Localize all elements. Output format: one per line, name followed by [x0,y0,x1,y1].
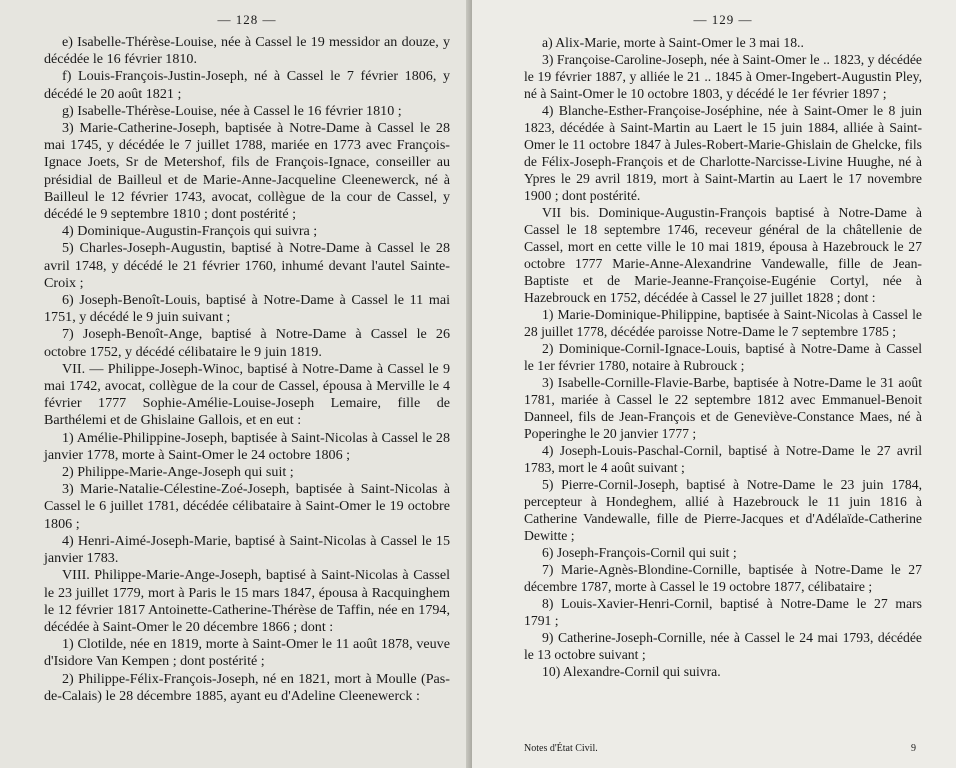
left-paragraph: g) Isabelle-Thérèse-Louise, née à Cassel le 16 février 1810 ; [62,102,402,119]
left-paragraph: 2) Philippe-Félix-François-Joseph, né en 1821, mort à Moulle (Pas-de-Calais) le 28 décembre 1885, ayant eu d'Adeline Cleenewerck : [44,670,450,704]
left-page [0,0,472,768]
right-paragraph: 1) Marie-Dominique-Philippine, baptisée à Saint-Nicolas à Cassel le 28 juillet 1778, décédée paroisse Notre-Dame le 7 septembre 1785 ; [524,307,922,339]
left-paragraph: 6) Joseph-Benoît-Louis, baptisé à Notre-Dame à Cassel le 11 mai 1751, y décédé le 9 juin suivant ; [44,292,450,326]
page-footer [524,743,916,754]
right-paragraph: 6) Joseph-François-Cornil qui suit ; [542,545,737,560]
left-paragraph: 4) Dominique-Augustin-François qui suivra ; [62,223,318,240]
left-paragraph: 5) Charles-Joseph-Augustin, baptisé à Notre-Dame à Cassel le 28 avril 1748, y décédé le 21 février 1760, inhumé devant l'autel Sainte-Croix ; [44,240,450,291]
left-paragraph: VIII. Philippe-Marie-Ange-Joseph, baptisé à Saint-Nicolas à Cassel le 23 juillet 1779, mort à Paris le 15 mars 1847, épousa à Racquinghem le 12 février 1817 Antoinette-Catherine-Thérèse de Taffin, née en 1794, décédée à Saint-Omer le 20 décembre 1866 ; dont : [44,567,450,635]
left-paragraph: 1) Amélie-Philippine-Joseph, baptisée à Saint-Nicolas à Cassel le 28 janvier 1778, morte à Saint-Omer le 24 octobre 1806 ; [44,429,450,463]
left-paragraph: 4) Henri-Aimé-Joseph-Marie, baptisé à Saint-Nicolas à Cassel le 15 janvier 1783. [44,532,450,567]
right-paragraph: 4) Blanche-Esther-Françoise-Joséphine, née à Saint-Omer le 8 juin 1823, décédée à Saint-Martin au Laert le 15 juin 1884, alliée à Saint-Omer le 11 octobre 1847 à Jules-Robert-Marie-Ghislain de Ghelcke, fils de Félix-Joseph-François et de Charlotte-Narcisse-Livine Huughe, né à Ypres le 29 avril 1819, mort à Saint-Martin au Laert le 17 novembre 1900 ; dont postérité. [524,103,922,203]
right-paragraph: 8) Louis-Xavier-Henri-Cornil, baptisé à Notre-Dame le 27 mars 1791 ; [524,596,922,628]
left-paragraph: VII. — Philippe-Joseph-Winoc, baptisé à Notre-Dame à Cassel le 9 mai 1742, avocat, collègue de la cour de Cassel, épousa à Merville le 4 février 1777 Sophie-Amélie-Louise-Joseph Lemaire, fille de Barthélemi et de Ghislaine Gallois, et en eut : [44,360,450,429]
right-page-number: — 129 — [693,12,753,27]
footer-title: Notes d'État Civil. [524,743,598,754]
left-paragraph: 3) Marie-Catherine-Joseph, baptisée à Notre-Dame à Cassel le 28 mai 1745, y décédée le 7 juillet 1788, mariée en 1773 avec François-Ignace Joets, Sr de Metershof, fils de François-Ignace, conseiller au présidial de Bailleul et de Marie-Anne-Jacqueline Cleenewerck, né à Bailleul le 12 février 1743, avocat, collègue de la cour de Cassel, y décédé le 9 septembre 1810 ; dont postérité ; [44,120,450,223]
left-page-number: — 128 — [217,12,277,27]
right-paragraph: 10) Alexandre-Cornil qui suivra. [542,664,721,679]
right-paragraph: 9) Catherine-Joseph-Cornille, née à Cassel le 24 mai 1793, décédée le 13 octobre suivant ; [524,630,922,662]
right-paragraph: 3) Isabelle-Cornille-Flavie-Barbe, baptisée à Notre-Dame le 31 août 1781, mariée à Cassel le 22 septembre 1812 avec Emmanuel-Benoit Danneel, fils de Jean-François et de Geneviève-Constance Maes, né à Poperinghe le 20 janvier 1777 ; [524,375,922,441]
right-paragraph: a) Alix-Marie, morte à Saint-Omer le 3 mai 18.. [542,35,804,50]
left-paragraph: 1) Clotilde, née en 1819, morte à Saint-Omer le 11 août 1878, veuve d'Isidore Van Kempen ; dont postérité ; [44,636,450,670]
left-paragraph: 3) Marie-Natalie-Célestine-Zoé-Joseph, baptisée à Saint-Nicolas à Cassel le 6 juillet 1781, décédée célibataire à Saint-Omer le 19 octobre 1806 ; [44,481,450,532]
right-paragraph: 7) Marie-Agnès-Blondine-Cornille, baptisée à Notre-Dame le 27 décembre 1787, morte à Cassel le 19 octobre 1877, célibataire ; [524,562,922,594]
left-paragraph: 7) Joseph-Benoît-Ange, baptisé à Notre-Dame à Cassel le 26 octobre 1752, y décédé célibataire le 9 juin 1819. [44,326,450,360]
right-paragraph: 3) Françoise-Caroline-Joseph, née à Saint-Omer le .. 1823, y décédée le 19 février 1887, y alliée le 21 .. 1845 à Omer-Ingebert-Augustin Pley, né à Saint-Omer le 10 octobre 1803, y décédé le 1er février 1897 ; [524,52,922,101]
left-paragraph: 2) Philippe-Marie-Ange-Joseph qui suit ; [62,464,294,481]
right-paragraph: 2) Dominique-Cornil-Ignace-Louis, baptisé à Notre-Dame à Cassel le 1er février 1780, notaire à Rubrouck ; [524,341,922,373]
right-paragraph: VII bis. Dominique-Augustin-François baptisé à Notre-Dame à Cassel le 18 septembre 1746, receveur général de la châtellenie de Cassel, mort en cette ville le 10 mai 1819, épousa à Hazebrouck le 27 octobre 1777 Marie-Anne-Alexandrine Vandewalle, fille de Jean-Baptiste et de Marie-Jeanne-Françoise-Eugénie Cortyl, née à Hazebrouck en 1752, décédée à Cassel le 27 juillet 1828 ; dont : [524,205,922,305]
right-page [472,0,956,768]
right-paragraph: 4) Joseph-Louis-Paschal-Cornil, baptisé à Notre-Dame le 27 avril 1783, mort le 4 août suivant ; [524,443,922,475]
footer-signature-mark: 9 [911,743,916,754]
left-paragraph: f) Louis-François-Justin-Joseph, né à Cassel le 7 février 1806, y décédé le 20 août 1821 ; [44,68,450,102]
right-paragraph: 5) Pierre-Cornil-Joseph, baptisé à Notre-Dame le 23 juin 1784, percepteur à Hondeghem, allié à Hazebrouck le 11 juin 1816 à Catherine Vandewalle, fille de Pierre-Jacques et d'Adélaïde-Catherine Dewitte ; [524,477,922,543]
right-page-text [524,34,922,680]
left-paragraph: e) Isabelle-Thérèse-Louise, née à Cassel le 19 messidor an douze, y décédée le 16 février 1810. [44,34,450,68]
left-page-text [44,34,450,705]
